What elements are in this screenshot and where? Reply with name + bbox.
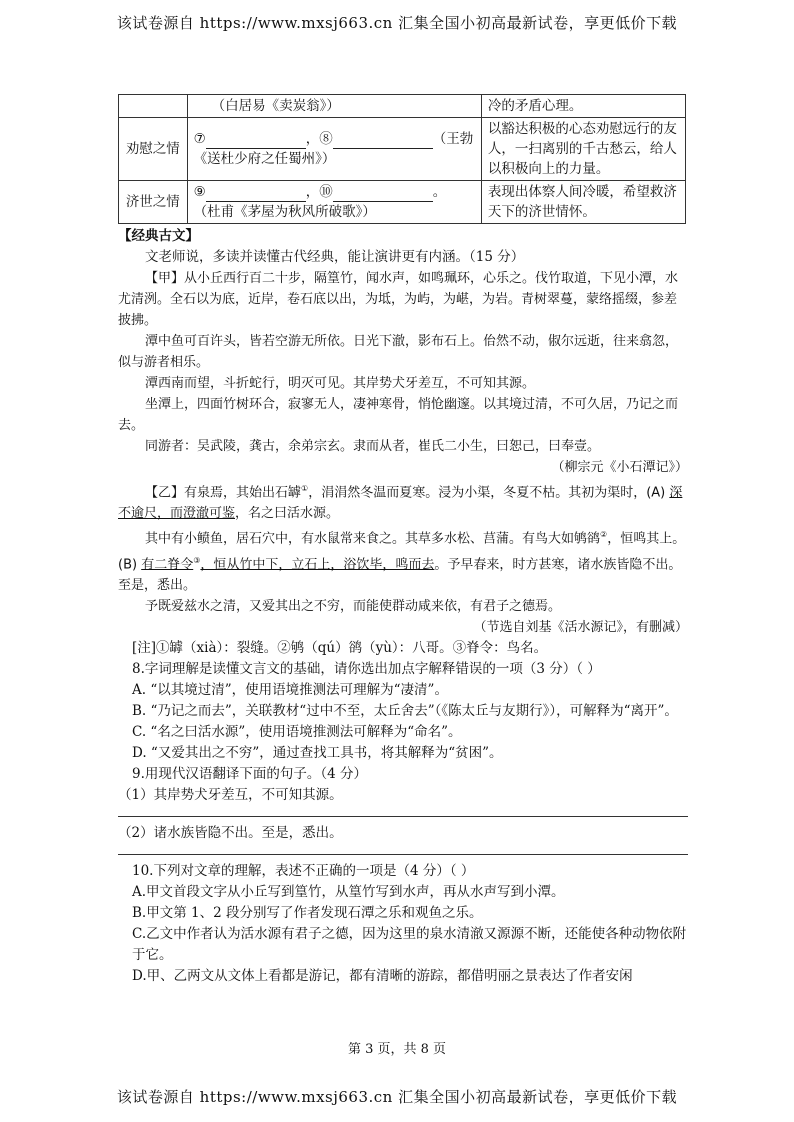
table-cell: 济世之情 [119, 181, 188, 224]
footer-banner: 该试卷源自 https://www.mxsj663.cn 汇集全国小初高最新试卷，享更低价下载 [116, 1088, 678, 1106]
question-stem: 8.字词理解是读懂文言文的基础，请你选出加点字解释错误的一项（3 分）（ ） [132, 660, 601, 677]
paragraph: 【甲】从小丘西行百二十步，隔篁竹，闻水声，如鸣珮环，心乐之。伐竹取道，下见小潭，水尤清洌。全石以为底，近岸，卷石底以出，为坻，为屿，为嵁，为岩。青树翠蔓，蒙络摇缀，参差披拂。 [118, 271, 679, 328]
underlined-sentence-b: ，恒从竹中下，立石上，浴饮毕，鸣而去 [200, 556, 435, 572]
passage-jia [118, 268, 688, 478]
blank-number: ，⑧ [305, 131, 333, 147]
text: ，涓涓然冬温而夏寒。浸为小渠，冬夏不枯。其初为渠时，(A) [308, 485, 670, 501]
table-cell [119, 95, 188, 118]
fill-blank[interactable] [333, 134, 433, 149]
question-stem: 9.用现代汉语翻译下面的句子。（4 分） [132, 765, 368, 782]
punctuation: 。 [432, 184, 447, 200]
question-8 [118, 659, 688, 764]
text: ，名之曰活水源。 [235, 506, 340, 522]
option-c[interactable]: C. “名之曰活水源”，使用语境推测法可解释为“命名”。 [132, 723, 462, 740]
table-row [119, 95, 686, 118]
page-content [118, 94, 688, 987]
table-cell: 以豁达积极的心态劝慰远行的友人，一扫离别的千古愁云，给人以积极向上的力量。 [481, 118, 685, 181]
sentence-2: （2）诸水族皆隐不出。至是，悉出。 [118, 824, 343, 841]
table-cell [187, 118, 481, 181]
paragraph [118, 524, 688, 596]
question-9 [118, 764, 688, 855]
paragraph: 潭中鱼可百许头，皆若空游无所依。日光下澈，影布石上。佁然不动，俶尔远逝，往来翕忽，似与游者相乐。 [118, 334, 679, 370]
option-a[interactable]: A.甲文首段文字从小丘写到篁竹，从篁竹写到水声，再从水声写到小潭。 [132, 883, 565, 900]
table-cell: 冷的矛盾心理。 [481, 95, 685, 118]
header-banner: 该试卷源自 https://www.mxsj663.cn 汇集全国小初高最新试卷，享更低价下载 [116, 14, 678, 32]
table-row [119, 181, 686, 224]
passage-yi [118, 478, 688, 638]
paragraph: 坐潭上，四面竹树环合，寂寥无人，凄神寒骨，悄怆幽邃。以其境过清，不可久居，乃记之而去。 [118, 397, 679, 433]
page-number: 第 3 页，共 8 页 [347, 1042, 447, 1057]
citation: （杜甫《茅屋为秋风所破歌》） [193, 204, 376, 220]
citation: （白居易《卖炭翁》） [211, 98, 340, 114]
option-d[interactable]: D. “又爱其出之不穷”，通过查找工具书，将其解释为“贫困”。 [132, 744, 503, 761]
blank-number: ⑦ [193, 131, 206, 147]
blank-number: ，⑩ [305, 184, 333, 200]
underlined-sentence-b: 有二脊令 [141, 556, 194, 572]
table-cell: 劝慰之情 [119, 118, 188, 181]
option-c[interactable]: C.乙文中作者认为活水源有君子之德，因为这里的泉水清澈又源源不断，还能使各种动物依附于它。 [132, 925, 687, 963]
text: 【乙】有泉焉，其始出石罅 [145, 485, 302, 501]
footnote-mark: ② [600, 530, 608, 540]
sentence-1: （1）其岸势犬牙差互，不可知其源。 [118, 786, 343, 803]
table-cell [187, 95, 481, 118]
text: ，恒鸣其上。(B) [118, 531, 686, 572]
answer-line[interactable] [118, 808, 688, 817]
table-row [119, 118, 686, 181]
section-title: 【经典古文】 [118, 228, 199, 244]
emotion-table [118, 94, 686, 224]
paragraph [118, 478, 688, 524]
fill-blank[interactable] [206, 187, 306, 202]
fill-blank[interactable] [333, 187, 433, 202]
fill-blank[interactable] [206, 134, 306, 149]
paragraph: 潭西南而望，斗折蛇行，明灭可见。其岸势犬牙差互，不可知其源。 [145, 376, 536, 391]
footnote-mark: ① [301, 484, 309, 493]
option-b[interactable]: B.甲文第 1、2 段分别写了作者发现石潭之乐和观鱼之乐。 [132, 904, 483, 921]
intro: 文老师说，多读并读懂古代经典，能让演讲更有内涵。（15 分） [145, 249, 525, 265]
paragraph: 同游者：吴武陵，龚古，余弟宗玄。隶而从者，崔氏二小生，曰恕己，曰奉壹。 [145, 439, 601, 454]
citation: （王勃《送杜少府之任蜀州》） [193, 131, 474, 167]
text: 。予早春来，时方甚寒，诸水族皆隐不出。至是，悉出。 [118, 556, 682, 593]
table-cell: 表现出体察人间冷暖，希望救济天下的济世情怀。 [481, 181, 685, 224]
question-stem: 10.下列对文章的理解，表述不正确的一项是（4 分）（ ） [132, 862, 475, 879]
source: （柳宗元《小石潭记》） [551, 460, 688, 475]
option-d[interactable]: D.甲、乙两文从文体上看都是游记，都有清晰的游踪，都借明丽之景表达了作者安闲 [132, 967, 633, 984]
blank-number: ⑨ [193, 184, 206, 200]
underlined-sentence-a: 深不逾尺，而澄澈可鉴 [118, 485, 683, 522]
paragraph: 予既爱兹水之清，又爱其出之不穷，而能使群动咸来依，有君子之德焉。 [145, 598, 562, 614]
footnote-mark: ③ [193, 555, 201, 565]
source: （节选自刘基《活水源记》，有删减） [473, 619, 688, 635]
option-a[interactable]: A. “以其境过清”，使用语境推测法可理解为“凄清”。 [132, 681, 448, 698]
text: 其中有小鲼鱼，居石穴中，有水鼠常来食之。其草多水松、莒蒲。有鸟大如鸲鹆 [145, 531, 601, 547]
answer-line[interactable] [118, 846, 688, 855]
table-cell [187, 181, 481, 224]
notes: [注]①罅（xià）：裂缝。②鸲（qú）鹆（yù）：八哥。③脊令：鸟名。 [132, 639, 548, 656]
question-10 [118, 861, 688, 987]
option-b[interactable]: B. “乃记之而去”，关联教材“过中不至，太丘舍去”（《陈太丘与友期行》），可解释为“离开”。 [132, 702, 678, 719]
